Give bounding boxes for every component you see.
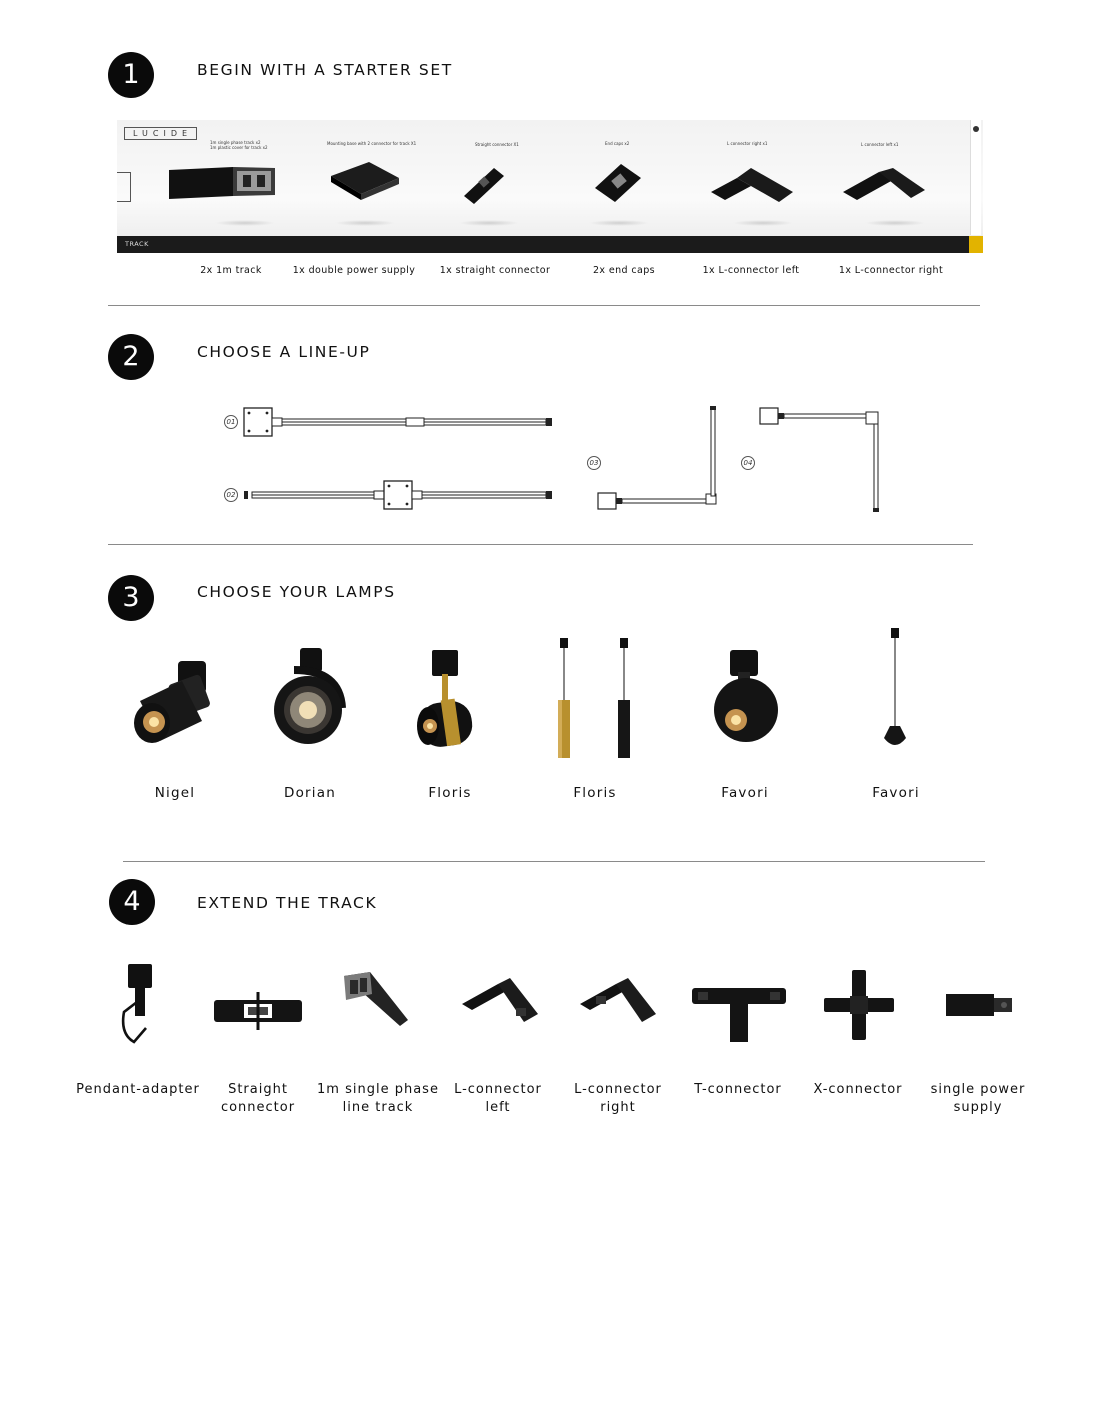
floris-pendant-image bbox=[552, 636, 638, 760]
lineup-01-diagram bbox=[244, 408, 552, 436]
lineup-label: 04 bbox=[741, 456, 755, 470]
lamp-name-floris: Floris bbox=[428, 785, 472, 801]
ext-label-x-connector: X-connector bbox=[813, 1082, 903, 1097]
l-connector-right-image bbox=[707, 162, 797, 208]
single-power-supply-image bbox=[944, 990, 1016, 1020]
banner-scroll-track bbox=[970, 120, 981, 235]
l-connector-left-image bbox=[839, 162, 929, 208]
dorian-lamp-image bbox=[270, 644, 350, 750]
power-supply-image bbox=[329, 158, 401, 204]
lamp-name-nigel: Nigel bbox=[154, 785, 196, 801]
end-caps-shadow bbox=[589, 220, 649, 226]
end-caps-image bbox=[591, 158, 647, 204]
power-supply-shadow bbox=[335, 220, 395, 226]
banner-item-label: End caps x2 bbox=[605, 141, 630, 146]
favori-pendant-image bbox=[880, 626, 910, 750]
section-heading-line-up: CHOOSE A LINE-UP bbox=[197, 343, 371, 361]
t-connector-image bbox=[690, 978, 788, 1044]
banner-item-label: L connector left x1 bbox=[861, 142, 899, 147]
lineup-03-diagram bbox=[598, 406, 716, 509]
ext-label-single-phase-track: 1m single phase line track bbox=[317, 1082, 439, 1115]
banner-frame-mark bbox=[117, 172, 131, 202]
banner-item-label: L connector right x1 bbox=[727, 141, 768, 146]
lineup-diagrams bbox=[240, 400, 890, 516]
banner-scroll-icon bbox=[973, 126, 979, 132]
starter-item-caption: 2x end caps bbox=[592, 265, 656, 276]
section-heading-lamps: CHOOSE YOUR LAMPS bbox=[197, 583, 396, 601]
l-connector-right-ext-image bbox=[576, 974, 658, 1030]
track-image bbox=[167, 162, 279, 204]
starter-item-caption: 1x double power supply bbox=[292, 265, 416, 276]
lineup-label: 02 bbox=[224, 488, 238, 502]
banner-item-label: Mounting base with 2 connector for track X1 bbox=[327, 141, 417, 146]
ext-label-straight-connector: Straight connector bbox=[220, 1082, 296, 1115]
section-divider bbox=[108, 544, 973, 545]
ext-label-t-connector: T-connector bbox=[694, 1082, 782, 1097]
step-number-2: 2 bbox=[108, 334, 154, 380]
ext-label-pendant-adapter: Pendant-adapter bbox=[76, 1082, 200, 1097]
track-shadow bbox=[215, 220, 275, 226]
lamp-name-favori: Favori bbox=[721, 785, 769, 801]
step-number-3: 3 bbox=[108, 575, 154, 621]
starter-set-banner bbox=[117, 120, 983, 253]
banner-footer-bar bbox=[117, 236, 983, 253]
straight-connector-image bbox=[462, 158, 512, 206]
starter-item-caption: 1x straight connector bbox=[439, 265, 551, 276]
lineup-label: 01 bbox=[224, 415, 238, 429]
straight-connector-ext-image bbox=[212, 990, 304, 1032]
l-connector-left-ext-image bbox=[458, 974, 540, 1030]
section-heading-extend: EXTEND THE TRACK bbox=[197, 894, 378, 912]
nigel-lamp-image bbox=[128, 655, 220, 751]
banner-item-label: 1m single phase track x2 1m plastic cover for track x2 bbox=[210, 140, 268, 150]
x-connector-image bbox=[822, 968, 896, 1042]
lamp-name-favori-pendant: Favori bbox=[872, 785, 920, 801]
section-divider bbox=[108, 305, 980, 306]
favori-spot-image bbox=[708, 648, 782, 748]
ext-label-l-connector-left: L-connector left bbox=[454, 1082, 542, 1115]
banner-home-icon bbox=[969, 236, 983, 253]
lamp-name-dorian: Dorian bbox=[284, 785, 336, 801]
lineup-02-diagram bbox=[244, 481, 552, 509]
banner-footer-label: TRACK bbox=[125, 240, 149, 248]
straight-connector-shadow bbox=[459, 220, 519, 226]
floris-spot-image bbox=[410, 648, 480, 750]
section-heading-starter-set: BEGIN WITH A STARTER SET bbox=[197, 61, 453, 79]
starter-item-caption: 1x L-connector left bbox=[702, 265, 800, 276]
starter-item-caption: 1x L-connector right bbox=[838, 265, 944, 276]
ext-label-l-connector-right: L-connector right bbox=[574, 1082, 662, 1115]
step-number-1: 1 bbox=[108, 52, 154, 98]
lineup-label: 03 bbox=[587, 456, 601, 470]
lamp-name-floris-pendant: Floris bbox=[573, 785, 617, 801]
pendant-adapter-image bbox=[118, 962, 162, 1046]
lucide-logo: LUCIDE bbox=[124, 127, 197, 140]
l-connector-left-shadow bbox=[865, 220, 925, 226]
ext-label-single-power-supply: single power supply bbox=[930, 1082, 1026, 1115]
step-number-4: 4 bbox=[109, 879, 155, 925]
banner-item-label: Straight connector X1 bbox=[475, 142, 519, 147]
single-phase-track-image bbox=[340, 970, 412, 1030]
lineup-04-diagram bbox=[760, 408, 879, 512]
l-connector-right-shadow bbox=[733, 220, 793, 226]
section-divider bbox=[123, 861, 985, 862]
starter-item-caption: 2x 1m track bbox=[200, 265, 262, 276]
